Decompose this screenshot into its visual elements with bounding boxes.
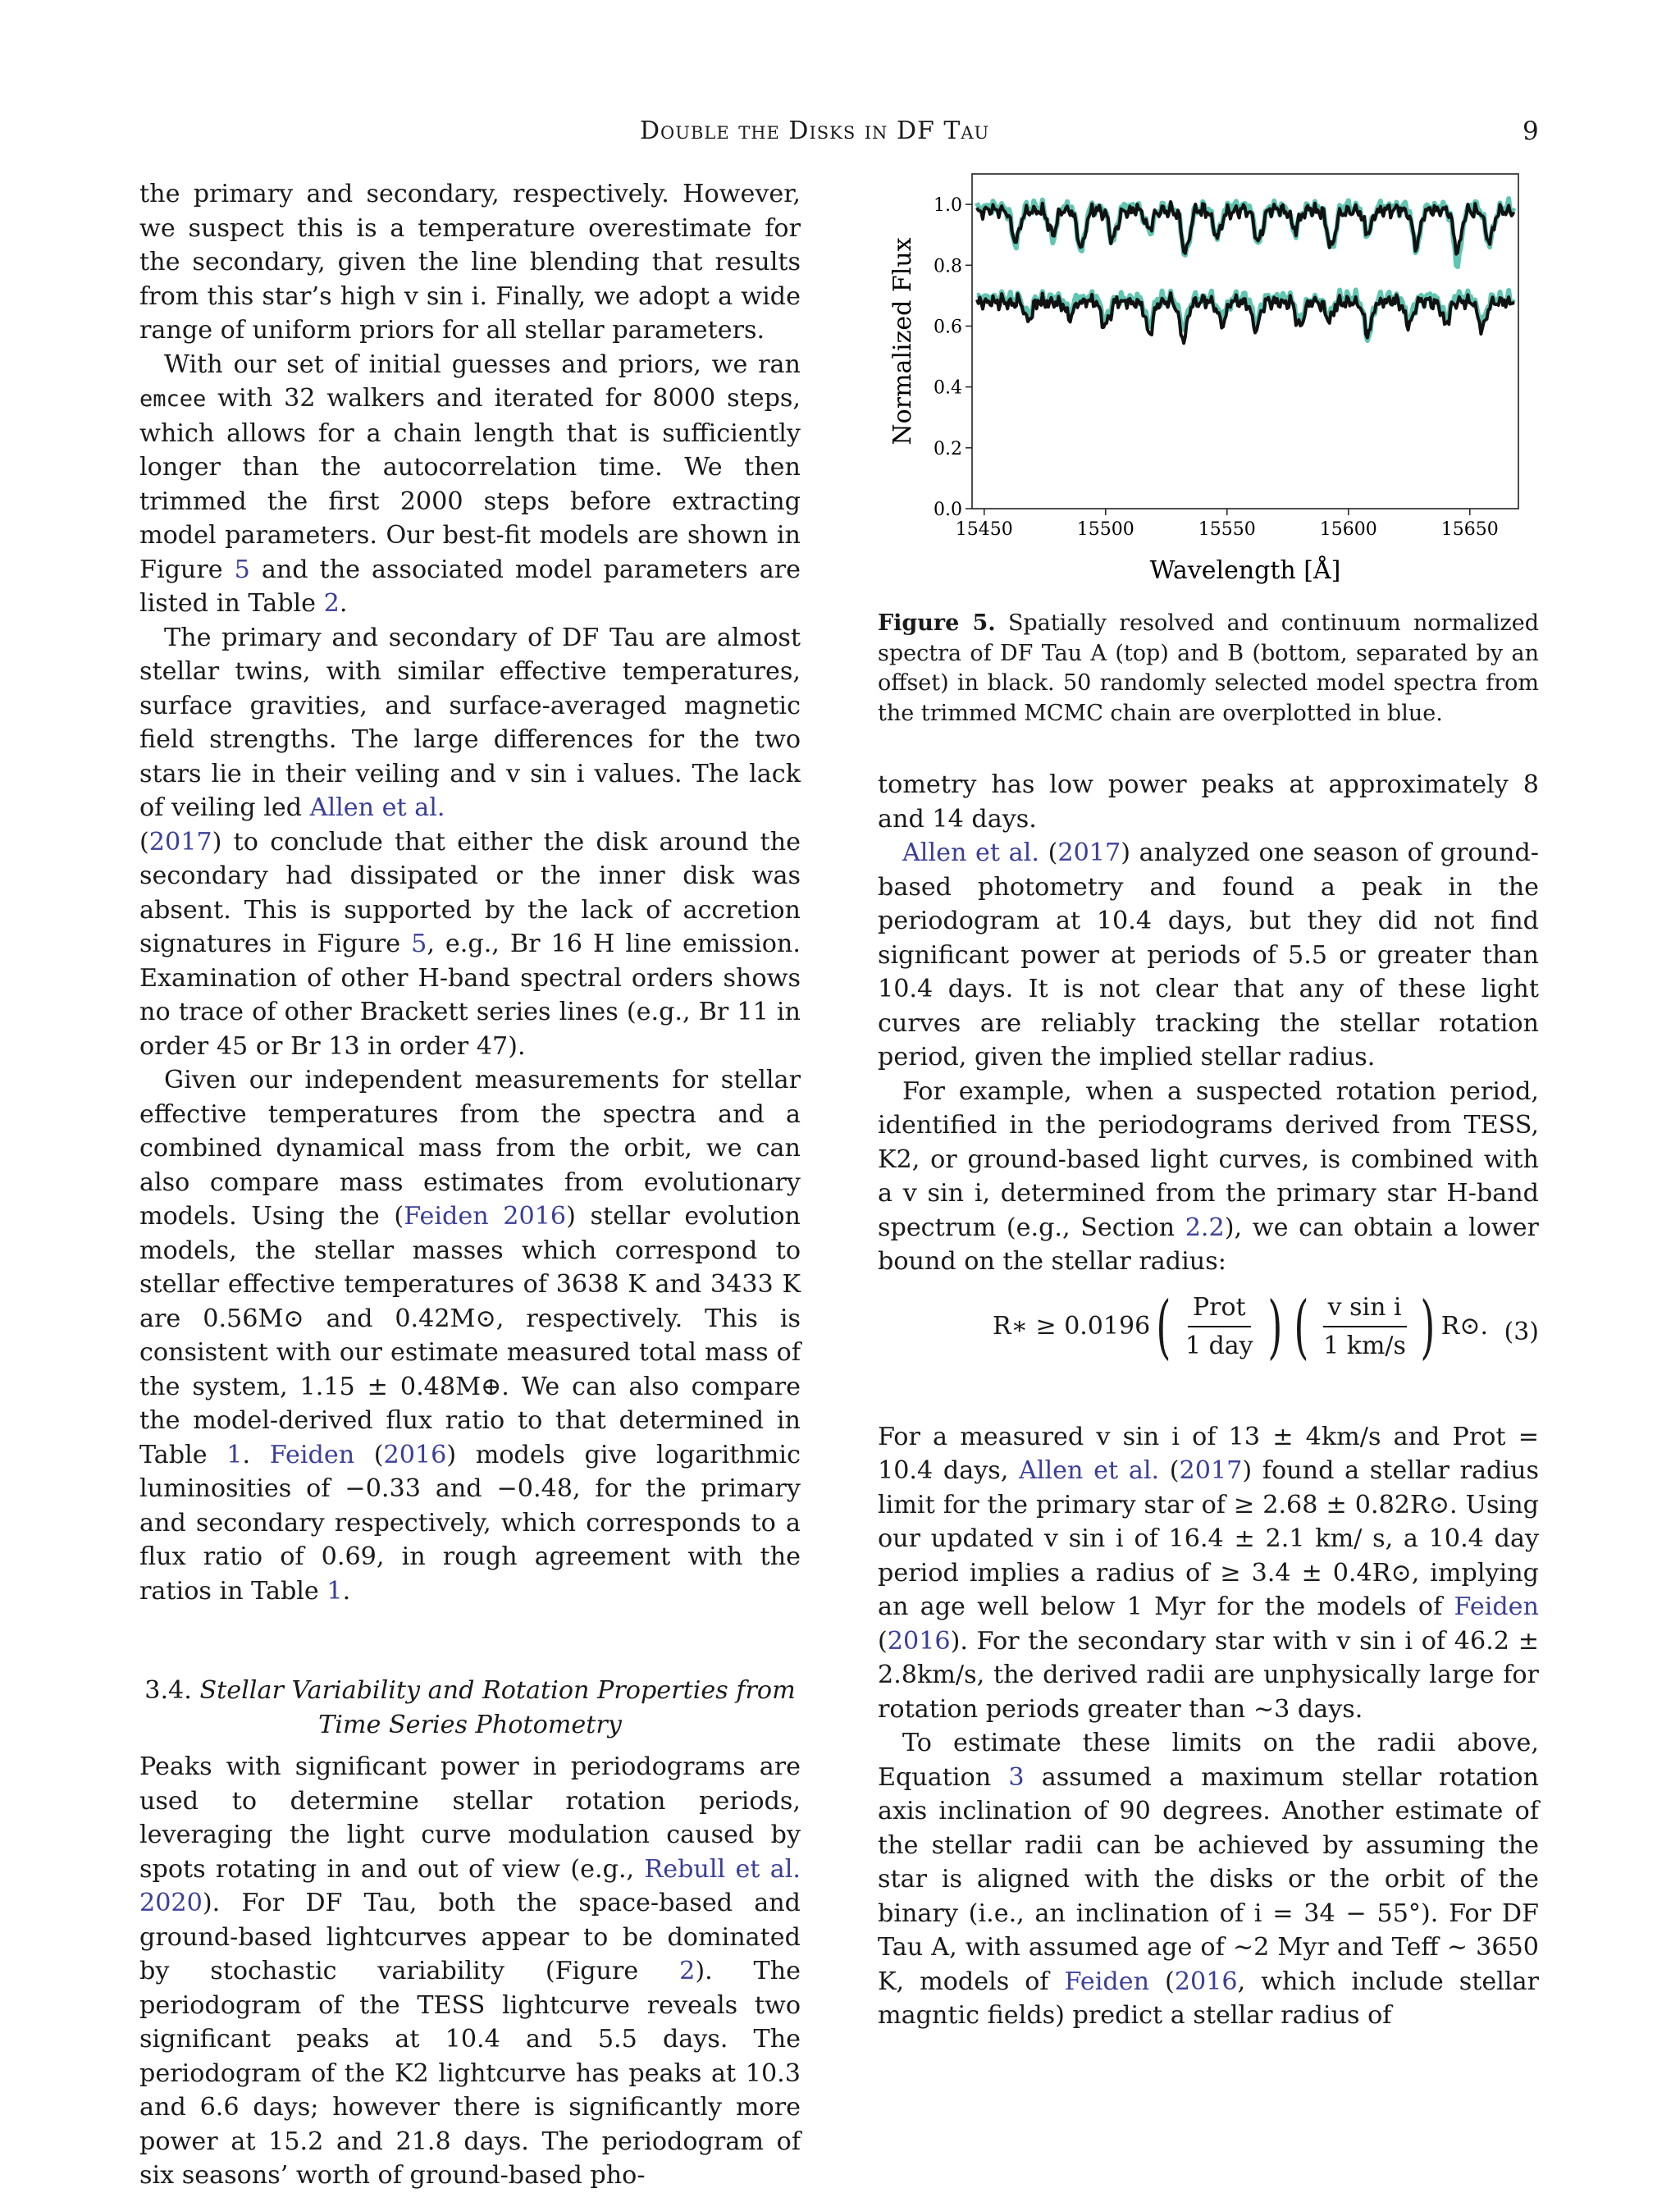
y-axis [934, 195, 972, 520]
equation-lhs: R∗ ≥ 0.0196 [993, 1312, 1151, 1341]
citation-year-link[interactable]: 2017 [1179, 1456, 1243, 1485]
text: The primary and secondary of DF Tau are almost stellar twins, with similar effective temperatures, surface gravities, and surface-averaged magnetic field strengths. The large differences for the two stars lie in their veiling and v sin i values. The lack of veiling led [139, 623, 801, 822]
section-heading [139, 1674, 801, 1742]
x-tick-label: 15450 [955, 519, 1013, 540]
text: . [242, 1440, 270, 1469]
equation-number: (3) [1504, 1317, 1539, 1346]
page-header [0, 117, 1680, 149]
text: found a stellar radius limit for the primary star of ≥ 2.68 ± 0.82R⊙. Using our updated v sin i of 16.4 ± 2.1 km/ s, a 10.4 day period implies a radius of ≥ 3.4 ± 0.4R⊙, implying an age well below 1 Myr for the models of [878, 1456, 1539, 1621]
y-tick-label: 0.6 [934, 317, 962, 338]
table-link[interactable]: 1 [226, 1440, 243, 1469]
text: ), we can obtain a lower bound on the stellar radius: [878, 1213, 1539, 1276]
y-tick-label: 1.0 [934, 195, 962, 217]
figure-caption [878, 609, 1539, 729]
paragraph: Given our independent measurements for stellar effective temperatures from the spectra and a combined dynamical mass from the orbit, we can also compare mass estimates from evolutionary models. Using the (Feiden 2016) stellar evolution models, the stellar masses which correspond to stellar effective temperatures of 3638 K and 3433 K are 0.56M⊙ and 0.42M⊙, respectively. This is consistent with our estimate measured total mass of the system, 1.15 ± 0.48M⊕. We can also compare the model-derived flux ratio to that determined in Table 1. Feiden (2016) models give logarithmic luminosities of −0.33 and −0.48, for the primary and secondary respectively, which corresponds to a flux ratio of 0.69, in rough agreement with the ratios in Table 1. [139, 1066, 801, 1606]
section-link[interactable]: 2.2 [1185, 1213, 1225, 1242]
fraction-numerator: v sin i [1323, 1291, 1407, 1328]
paragraph: To estimate these limits on the radii above, Equation 3 assumed a maximum stellar rotation axis inclination of 90 degrees. Another estimate of the stellar radii can be achieved by assuming the star is aligned with the disks or the orbit of the binary (i.e., an inclination of i = 34 − 55°). For DF Tau A, with assumed age of ∼2 Myr and Teff ∼ 3650 K, models of Feiden (2016, which include stellar magntic fields) predict a stellar radius of [878, 1729, 1539, 2030]
fraction-numerator: Prot [1188, 1291, 1251, 1328]
citation-link[interactable]: Rebull et al. 2020 [139, 1854, 801, 1917]
text: the primary and secondary, respectively. However, we suspect this is a temperature overestimate for the secondary, given the line blending that results from this star’s high v sin i. Finally, we adopt a wide range of uniform priors for all stellar parameters. [139, 180, 801, 345]
text: to conclude that either the disk around the secondary had dissipated or the inner disk was absent. This is supported by the lack of accretion signatures in Figure [139, 827, 801, 958]
equation-rhs: R⊙. [1440, 1312, 1488, 1341]
x-tick-label: 15600 [1319, 519, 1377, 540]
y-axis-label: Normalized Flux [888, 237, 917, 445]
caption-text: Spatially resolved and continuum normalized spectra of DF Tau A (top) and B (bottom, separated by an offset) in black. 50 randomly selected model spectra from the trimmed MCMC chain are overplotted in blue. [878, 610, 1540, 726]
caption-label: Figure 5. [878, 610, 996, 636]
x-axis-label: Wavelength [Å] [1149, 556, 1341, 585]
y-tick-label: 0.2 [934, 438, 962, 459]
citation-link[interactable]: Feiden 2016 [404, 1202, 567, 1231]
paragraph: For a measured v sin i of 13 ± 4km/s and Prot = 10.4 days, Allen et al. (2017) found a stellar radius limit for the primary star of ≥ 2.68 ± 0.82R⊙. Using our updated v sin i of 16.4 ± 2.1 km/ s, a 10.4 day period implies a radius of ≥ 3.4 ± 0.4R⊙, implying an age well below 1 Myr for the models of Feiden (2016). For the secondary star with v sin i of 46.2 ± 2.8km/s, the derived radii are unphysically large for rotation periods greater than ∼3 days. [878, 1422, 1539, 1724]
text: With our set of initial guesses and priors, we ran [164, 350, 801, 379]
series-line [977, 202, 1514, 254]
text: For example, when a suspected rotation period, identified in the periodograms derived from TESS, K2, or ground-based light curves, is combined with a v sin i, determined from the primary star H-band spectrum (e.g., Section [878, 1076, 1539, 1242]
text: , e.g., Br 16 H line emission. Examination of other H-band spectral orders shows no trace of other Brackett series lines (e.g., Br 11 in order 45 or Br 13 in order 47). [139, 930, 801, 1061]
text: . [342, 1576, 351, 1606]
paragraph [139, 348, 801, 621]
text: . For the secondary star with v sin i of 46.2 ± 2.8km/s, the derived radii are unphysically large for rotation periods greater than ∼3 days. [878, 1626, 1539, 1724]
equation-3: R∗ ≥ 0.0196 ( $\frac{\text{Prot}}{\text{1 day}}$ ) ( $\frac{\text{v sin i}}{1 km/s}$ ) R⊙. (3) [993, 1286, 1539, 1367]
paragraph [878, 1075, 1539, 1279]
fraction-prot [1180, 1291, 1258, 1364]
citation-year-link[interactable]: 2016 [887, 1626, 951, 1656]
fraction-vsini [1318, 1291, 1411, 1364]
text: models give logarithmic luminosities of −0.33 and −0.48, for the primary and secondary respectively, which corresponds to a flux ratio of 0.69, in rough agreement with the ratios in Table [139, 1440, 801, 1606]
citation-link[interactable]: Allen et al. [902, 838, 1039, 867]
y-tick-label: 0.0 [934, 500, 962, 520]
citation-link[interactable]: Feiden [1454, 1592, 1539, 1621]
paragraph: The primary and secondary of DF Tau are almost stellar twins, with similar effective temperatures, surface gravities, and surface-averaged magnetic field strengths. The large differences for the two stars lie in their veiling and v sin i values. The lack of veiling led Allen et al. (2017) to conclude that either the disk around the secondary had dissipated or the inner disk was absent. This is supported by the lack of accretion signatures in Figure 5, e.g., Br 16 H line emission. Examination of other H-band spectral orders shows no trace of other Brackett series lines (e.g., Br 11 in order 45 or Br 13 in order 47). [139, 623, 801, 1061]
paragraph [139, 177, 801, 348]
equation-link[interactable]: 3 [1008, 1762, 1025, 1792]
page-number: 9 [1522, 117, 1539, 146]
series-group [977, 199, 1514, 343]
right-column [878, 768, 1539, 2033]
text: ) stellar evolution models, the stellar masses which correspond to stellar effective temperatures of 3638 K and 3433 K are 0.56M⊙ and 0.42M⊙, respectively. This is consistent with our estimate measured total mass of the system, 1.15 ± 0.48M⊕. We can also compare the model-derived flux ratio to that determined in Table [139, 1202, 801, 1469]
section-number: 3.4. [144, 1676, 192, 1705]
fraction-denominator: 1 day [1185, 1332, 1253, 1360]
plot-frame [972, 174, 1518, 509]
text: analyzed one season of ground-based photometry and found a peak in the periodogram at 10.4 days, but they did not find significant power at periods of 5.5 or greater than 10.4 days. It is not clear that any of these light curves are reliably tracking the stellar rotation period, given the implied stellar radius. [878, 838, 1540, 1071]
figure-link[interactable]: 5 [234, 555, 250, 584]
text: For a measured v sin i of 13 ± 4km/s and Prot = 10.4 days, [878, 1422, 1539, 1485]
text: To estimate these limits on the radii above, Equation [878, 1729, 1539, 1792]
figure-5 [878, 164, 1539, 591]
table-link[interactable]: 2 [323, 589, 340, 618]
citation-year-link[interactable]: 2016 [383, 1440, 447, 1469]
text: ). The periodogram of the TESS lightcurve reveals two significant peaks at 10.4 and 5.5 days. The periodogram of the K2 lightcurve has peaks at 10.3 and 6.6 days; however there is significantly more power at 15.2 and 21.8 days. The periodogram of six seasons’ worth of ground-based pho- [139, 1957, 801, 2190]
paragraph [878, 768, 1539, 836]
spectra-chart [878, 164, 1539, 591]
citation-year-link[interactable]: 2017 [148, 827, 212, 857]
text: assumed a maximum stellar rotation axis inclination of 90 degrees. Another estimate of the stellar radii can be achieved by assuming the star is aligned with the disks or the orbit of the binary (i.e., an inclination of i = 34 − 55°). For DF Tau A, with assumed age of ∼2 Myr and Teff ∼ 3650 K, models of [878, 1762, 1539, 1996]
text: Peaks with significant power in periodograms are used to determine stellar rotation periods, leveraging the light curve modulation caused by spots rotating in and out of view (e.g., [139, 1752, 801, 1884]
running-title: Double the Disks in DF Tau [640, 117, 990, 145]
text: ). For DF Tau, both the space-based and ground-based lightcurves appear to be dominated by stochastic variability (Figure [139, 1889, 801, 1985]
code-emcee: emcee [139, 386, 207, 412]
x-tick-label: 15500 [1076, 519, 1134, 540]
text: Given our independent measurements for stellar effective temperatures from the spectra and a combined dynamical mass from the orbit, we can also compare mass estimates from evolutionary models. Using the ( [139, 1066, 801, 1231]
paragraph [139, 1750, 801, 2193]
figure-link[interactable]: 5 [411, 930, 427, 958]
text: . [339, 589, 348, 618]
section-title: Stellar Variability and Rotation Properties from Time Series Photometry [199, 1676, 796, 1739]
citation-link[interactable]: Allen et al. [309, 793, 445, 822]
text: and the associated model parameters are listed in Table [139, 555, 801, 618]
citation-link[interactable]: Feiden [269, 1440, 355, 1469]
paragraph: Allen et al. (2017) analyzed one season of ground-based photometry and found a peak in the periodogram at 10.4 days, but they did not find significant power at periods of 5.5 or greater than 10.4 days. It is not clear that any of these light curves are reliably tracking the stellar rotation period, given the implied stellar radius. [878, 838, 1540, 1071]
text: tometry has low power peaks at approximately 8 and 14 days. [878, 770, 1539, 834]
series-line [977, 293, 1514, 343]
citation-link[interactable]: Allen et al. [1019, 1456, 1160, 1485]
table-link[interactable]: 1 [326, 1576, 343, 1606]
text: , which include stellar magntic fields) predict a stellar radius of [878, 1967, 1539, 2030]
citation-year-link[interactable]: 2017 [1057, 838, 1121, 867]
text: with 32 walkers and iterated for 8000 steps, which allows for a chain length that is sufficiently longer than the autocorrelation time. We then trimmed the first 2000 steps before extracting model parameters. Our best-fit models are shown in Figure [139, 384, 801, 584]
y-tick-label: 0.8 [934, 256, 962, 277]
left-column [139, 177, 801, 2193]
fraction-denominator: 1 km/s [1323, 1332, 1406, 1360]
y-tick-label: 0.4 [934, 377, 962, 399]
x-tick-label: 15650 [1440, 519, 1499, 540]
citation-link[interactable]: Feiden [1064, 1967, 1150, 1996]
figure-link[interactable]: 2 [679, 1957, 696, 1985]
citation-year-link[interactable]: 2016 [1174, 1967, 1238, 1996]
x-tick-label: 15550 [1198, 519, 1256, 540]
x-axis [956, 509, 1499, 540]
